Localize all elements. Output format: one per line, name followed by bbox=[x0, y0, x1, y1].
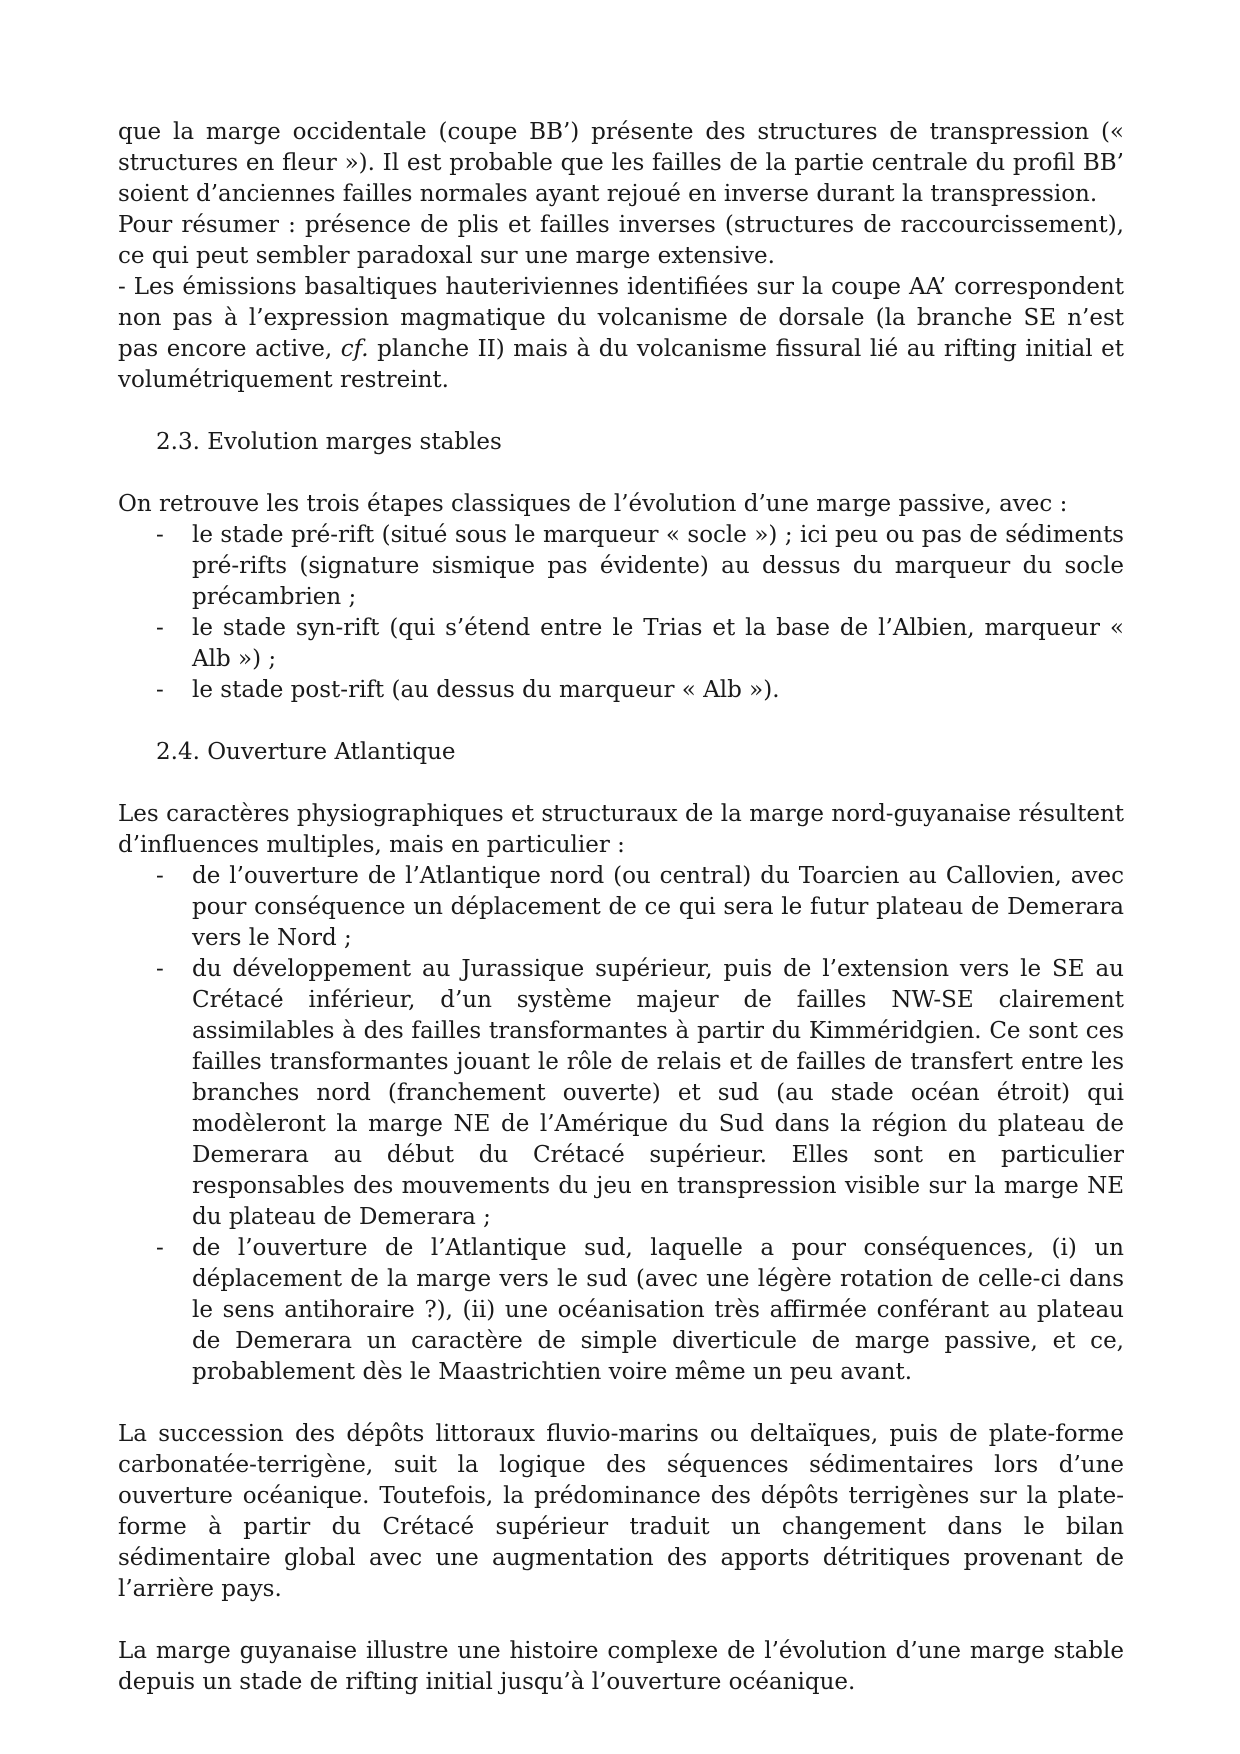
section-heading-2-4: 2.4. Ouverture Atlantique bbox=[156, 739, 456, 765]
list-item bbox=[118, 613, 1124, 675]
list-item bbox=[118, 520, 1124, 613]
section-2-3-intro: On retrouve les trois étapes classiques de l’évolution d’une marge passive, avec : bbox=[118, 491, 1068, 517]
list-item-text: de l’ouverture de l’Atlantique sud, laquelle a pour conséquences, (i) un déplacement de la marge vers le sud (avec une légère rotation de celle-ci dans le sens antihoraire ?), (ii) une océanisation très affirmée conférant au plateau de Demerara un caractère de simple diverticule de marge passive, et ce, probablement dès le Maastrichtien voire même un peu avant. bbox=[192, 1235, 1124, 1385]
section-2-3-list bbox=[118, 520, 1124, 706]
list-dash: - bbox=[156, 522, 164, 548]
section-2-4-intro: Les caractères physiographiques et structuraux de la marge nord-guyanaise résultent d’influences multiples, mais en particulier : bbox=[118, 801, 1124, 858]
cf-abbreviation: cf. bbox=[340, 336, 369, 362]
spacer bbox=[118, 458, 1124, 489]
list-dash: - bbox=[156, 1235, 164, 1261]
list-dash: - bbox=[156, 863, 164, 889]
list-item-text: le stade pré-rift (situé sous le marqueur « socle ») ; ici peu ou pas de sédiments pré-rifts (signature sismique pas évidente) au dessus du marqueur du socle précambrien ; bbox=[192, 522, 1124, 610]
list-dash: - bbox=[156, 615, 164, 641]
list-item-text: du développement au Jurassique supérieur, puis de l’extension vers le SE au Crétacé inférieur, d’un système majeur de failles NW-SE clairement assimilables à des failles transformantes à partir du Kimméridgien. Ce sont ces failles transformantes jouant le rôle de relais et de failles de transfert entre les branches nord (franchement ouverte) et sud (au stade océan étroit) qui modèleront la marge NE de l’Amérique du Sud dans la région du plateau de Demerara au début du Crétacé supérieur. Elles sont en particulier responsables des mouvements du jeu en transpression visible sur la marge NE du plateau de Demerara ; bbox=[192, 956, 1124, 1230]
list-item-text: le stade syn-rift (qui s’étend entre le Trias et la base de l’Albien, marqueur « Alb ») ; bbox=[192, 615, 1124, 672]
spacer bbox=[118, 706, 1124, 737]
list-item bbox=[118, 675, 1124, 706]
spacer bbox=[118, 1605, 1124, 1636]
list-dash: - bbox=[156, 956, 164, 982]
spacer bbox=[118, 1388, 1124, 1419]
spacer bbox=[118, 396, 1124, 427]
spacer bbox=[118, 768, 1124, 799]
list-item bbox=[118, 954, 1124, 1233]
paragraph-transpression: que la marge occidentale (coupe BB’) présente des structures de transpression (« structures en fleur »). Il est probable que les failles de la partie centrale du profil BB’ soient d’anciennes failles normales ayant rejoué en inverse durant la transpression. bbox=[118, 119, 1124, 207]
basalt-text-part2: planche II) mais à du volcanisme fissural lié au rifting initial et volumétriquement restreint. bbox=[118, 336, 1124, 393]
list-dash: - bbox=[156, 677, 164, 703]
document-body bbox=[118, 117, 1124, 1698]
list-item-text: le stade post-rift (au dessus du marqueur « Alb »). bbox=[192, 677, 780, 703]
section-heading-2-3: 2.3. Evolution marges stables bbox=[156, 429, 502, 455]
list-item bbox=[118, 1233, 1124, 1388]
list-item-text: de l’ouverture de l’Atlantique nord (ou central) du Toarcien au Callovien, avec pour conséquence un déplacement de ce qui sera le futur plateau de Demerara vers le Nord ; bbox=[192, 863, 1124, 951]
paragraph-basalt bbox=[118, 272, 1124, 396]
paragraph-sedimentary-succession: La succession des dépôts littoraux fluvio-marins ou deltaïques, puis de plate-forme carbonatée-terrigène, suit la logique des séquences sédimentaires lors d’une ouverture océanique. Toutefois, la prédominance des dépôts terrigènes sur la plate-forme à partir du Crétacé supérieur traduit un changement dans le bilan sédimentaire global avec une augmentation des apports détritiques provenant de l’arrière pays. bbox=[118, 1421, 1124, 1602]
basalt-text-part1: - Les émissions basaltiques hauteriviennes identifiées sur la coupe AA’ correspondent non pas à l’expression magmatique du volcanisme de dorsale (la branche SE n’est pas encore active, bbox=[118, 274, 1124, 362]
list-item bbox=[118, 861, 1124, 954]
section-2-4-list bbox=[118, 861, 1124, 1388]
paragraph-summary: Pour résumer : présence de plis et failles inverses (structures de raccourcissement), ce qui peut sembler paradoxal sur une marge extensive. bbox=[118, 212, 1124, 269]
paragraph-conclusion: La marge guyanaise illustre une histoire complexe de l’évolution d’une marge stable depuis un stade de rifting initial jusqu’à l’ouverture océanique. bbox=[118, 1638, 1124, 1695]
